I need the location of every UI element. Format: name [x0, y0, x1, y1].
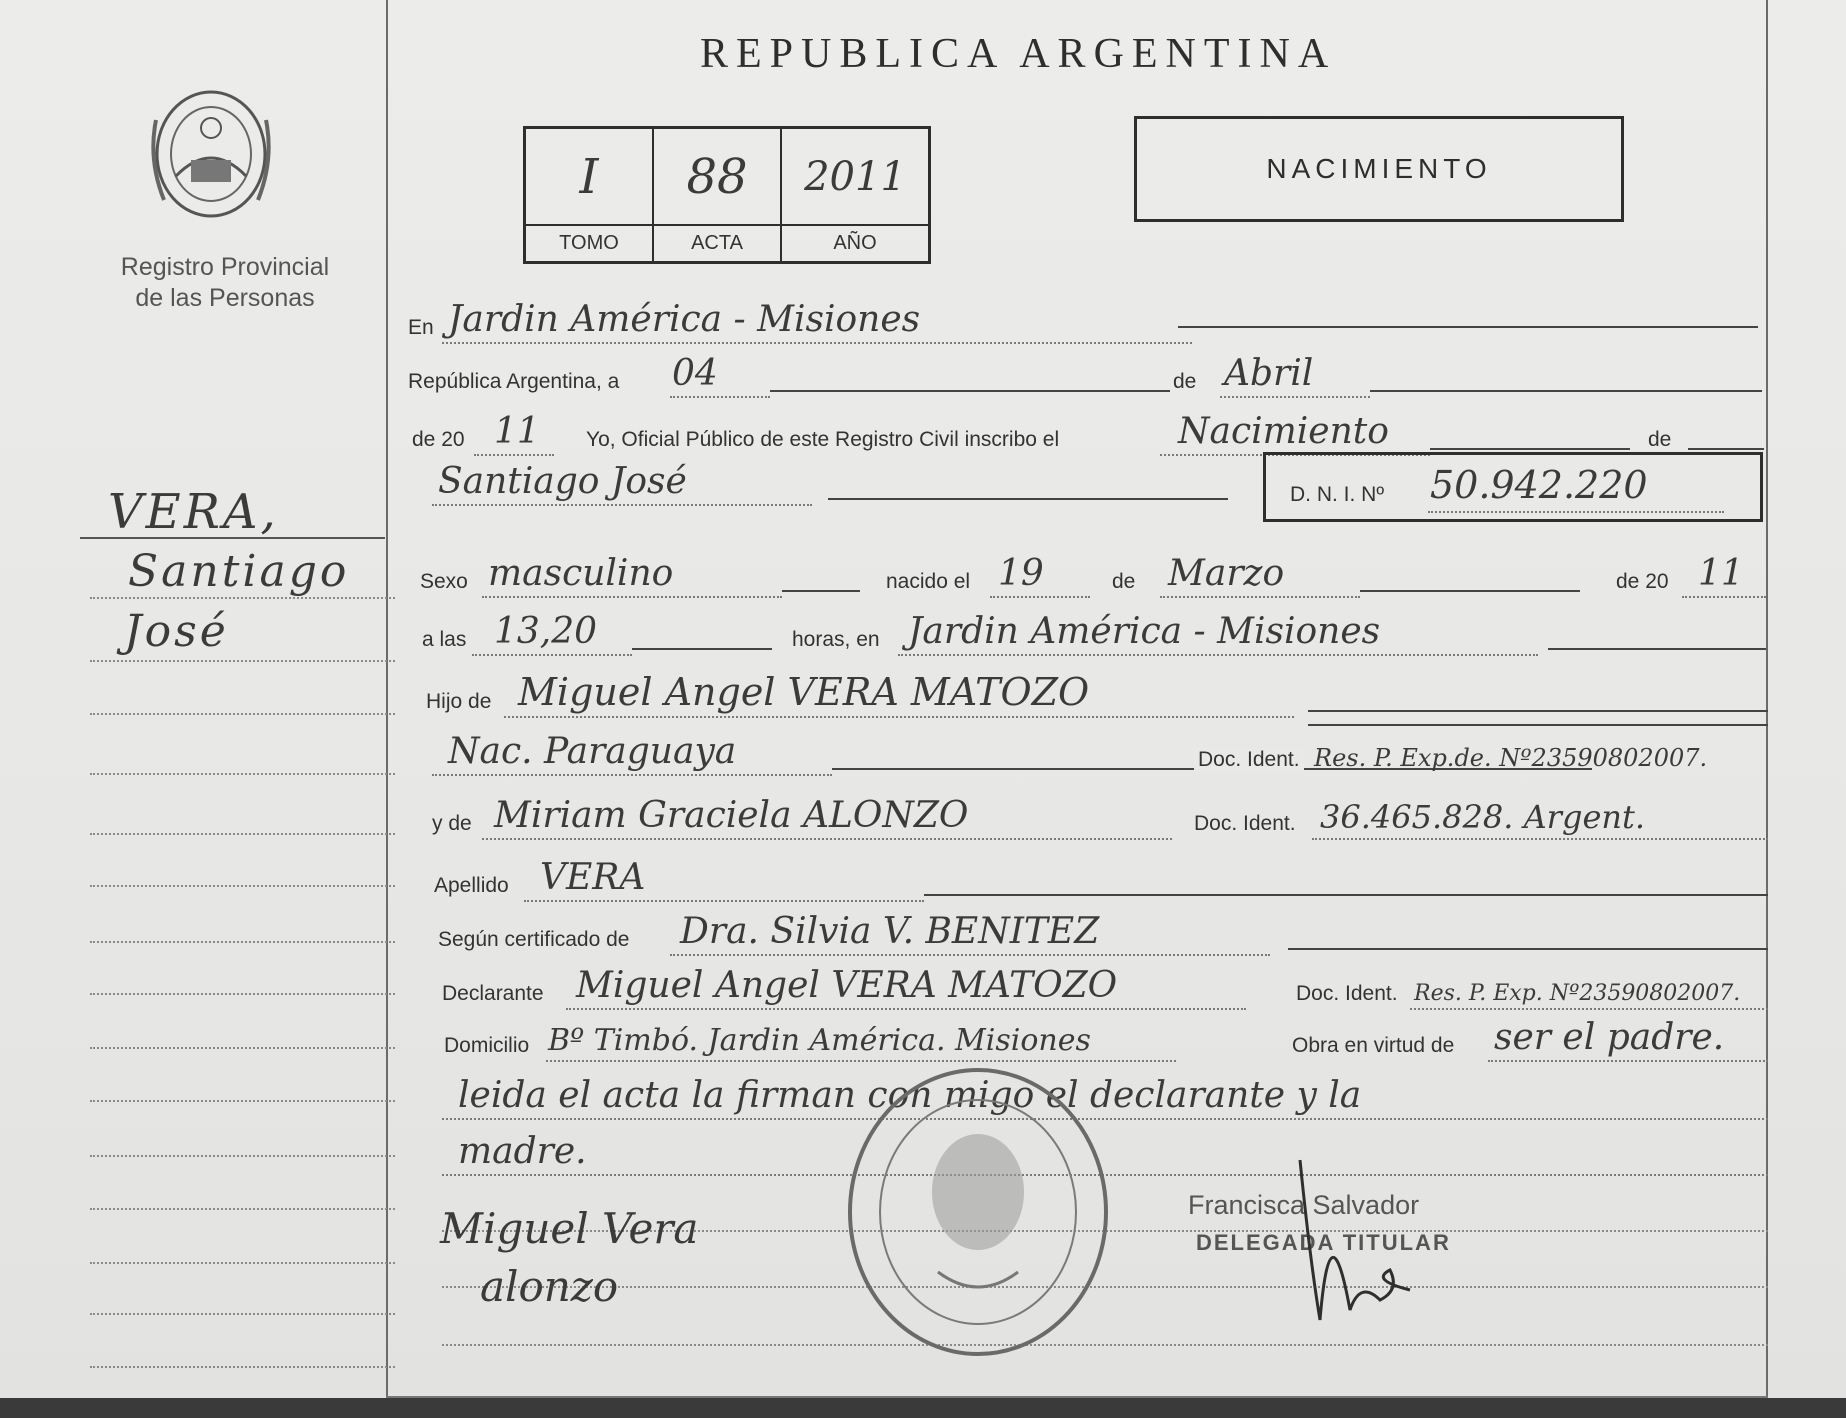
margin-dotted-line [90, 1313, 395, 1315]
margin-dotted-line [90, 713, 395, 715]
month-underline [1370, 390, 1762, 392]
date-label: República Argentina, a [408, 370, 620, 393]
document-type-box: NACIMIENTO [1134, 116, 1624, 222]
official-stamp-icon [838, 1062, 1118, 1362]
mother-doc-value: 36.465.828. Argent. [1320, 798, 1646, 836]
obra-label: Obra en virtud de [1292, 1034, 1455, 1057]
dni-label: D. N. I. Nº [1290, 483, 1385, 506]
dni-value: 50.942.220 [1430, 463, 1648, 507]
born-de-label: de [1112, 570, 1136, 593]
place-row [408, 294, 1766, 344]
margin-dotted-line [90, 833, 395, 835]
father-label: Hijo de [426, 690, 492, 713]
official-title: DELEGADA TITULAR [1196, 1230, 1451, 1255]
time-underline [632, 648, 772, 650]
address-value: Bº Timbó. Jardin América. Misiones [548, 1023, 1091, 1058]
official-signature-icon [1280, 1140, 1420, 1330]
year-row [408, 406, 1766, 456]
left-signature-line2: alonzo [480, 1262, 619, 1311]
page-title: REPUBLICA ARGENTINA [700, 31, 1337, 77]
anio-value: 2011 [804, 153, 906, 200]
father-name-value: Miguel Angel VERA MATOZO [518, 670, 1090, 714]
surname-value: VERA [540, 857, 646, 898]
margin-dotted-line [90, 1262, 395, 1264]
place-label: En [408, 316, 434, 339]
surname-underline [924, 894, 1768, 896]
certificate-label: Según certificado de [438, 928, 630, 951]
day-value: 04 [672, 353, 718, 394]
certificate-value: Dra. Silvia V. BENITEZ [680, 911, 1100, 952]
margin-name-line1: VERA, [108, 484, 279, 540]
mother-doc-label: Doc. Ident. [1194, 812, 1296, 835]
margin-dotted-line [90, 1155, 395, 1157]
birth-place-underline [1548, 648, 1766, 650]
acta-label: ACTA [654, 224, 782, 261]
sex-value: masculino [488, 553, 674, 594]
registry-label-line2: de las Personas [135, 284, 315, 312]
left-column-rule [386, 0, 388, 1398]
margin-name-line2: Santiago [128, 546, 350, 597]
father-nationality-value: Nac. Paraguaya [448, 731, 737, 772]
address-row [408, 1012, 1766, 1062]
born-year-prefix: de 20 [1616, 570, 1669, 593]
father-doc-label: Doc. Ident. [1194, 748, 1304, 772]
mother-label: y de [432, 812, 472, 835]
born-month-underline [1360, 590, 1580, 592]
margin-dotted-line [90, 993, 395, 995]
declarant-doc-value: Res. P. Exp. Nº23590802007. [1414, 981, 1741, 1006]
certificate-row [408, 906, 1766, 956]
declarant-name-value: Miguel Angel VERA MATOZO [576, 965, 1118, 1006]
date-row [408, 348, 1766, 398]
margin-dotted-line [90, 885, 395, 887]
margin-dotted-line [90, 773, 395, 775]
right-border-rule [1766, 0, 1768, 1398]
event-value: Nacimiento [1178, 411, 1389, 452]
anio-label: AÑO [782, 224, 928, 261]
address-label: Domicilio [444, 1034, 530, 1057]
margin-dotted-line [90, 1366, 395, 1368]
time-label: a las [422, 628, 467, 651]
left-signature [440, 1200, 698, 1316]
sex-underline [782, 590, 860, 592]
event-de-underline [1688, 448, 1764, 450]
margin-name-rule [80, 537, 385, 539]
mother-name-value: Miriam Graciela ALONZO [494, 795, 969, 836]
father-underline [1308, 710, 1768, 712]
margin-dotted-line [90, 1100, 395, 1102]
time-row [408, 606, 1766, 656]
father-row [408, 668, 1766, 718]
time-value: 13,20 [494, 611, 598, 652]
day-underline [770, 390, 1170, 392]
name-underline [828, 498, 1228, 500]
declarant-label: Declarante [442, 982, 544, 1005]
obra-value: ser el padre. [1494, 1017, 1725, 1058]
year-value: 11 [494, 411, 540, 452]
father-doc-row [408, 726, 1766, 776]
tomo-value: I [526, 129, 654, 224]
tomo-label: TOMO [526, 224, 654, 261]
acta-value: 88 [654, 129, 782, 224]
declarant-doc-label: Doc. Ident. [1296, 982, 1398, 1005]
margin-dotted-line [90, 597, 395, 599]
registry-label-line1: Registro Provincial [120, 253, 330, 281]
registry-number-table [523, 126, 931, 264]
place-value: Jardin América - Misiones [448, 299, 921, 340]
margin-dotted-line [90, 660, 395, 662]
margin-dotted-line [90, 1208, 395, 1210]
margin-dotted-line [90, 941, 395, 943]
surname-label: Apellido [434, 874, 509, 897]
provincial-seal-icon [146, 80, 276, 228]
born-year-value: 11 [1698, 553, 1744, 594]
mother-row [408, 790, 1766, 840]
closing-text-2: madre. [458, 1131, 587, 1172]
closing-text-1: leida el acta la firman con migo el declarante y la [458, 1075, 1362, 1116]
surname-row [408, 852, 1766, 902]
year-prefix-label: de 20 [412, 428, 465, 451]
sex-row [408, 548, 1766, 598]
hours-label: horas, en [792, 628, 880, 651]
dni-box [1263, 452, 1763, 522]
margin-name-line3: José [124, 606, 229, 657]
child-name-value: Santiago José [438, 461, 687, 502]
inscription-text: Yo, Oficial Público de este Registro Civil inscribo el [586, 428, 1060, 451]
official-name: Francisca Salvador [1188, 1190, 1420, 1220]
father-doc-value: Res. P. Exp.de. Nº23590802007. [1314, 744, 1708, 772]
event-de-label: de [1648, 428, 1672, 451]
born-label: nacido el [886, 570, 971, 593]
scan-bottom-edge [0, 1398, 1846, 1418]
birth-place-value: Jardin América - Misiones [908, 611, 1381, 652]
declarant-row [408, 960, 1766, 1010]
born-day-value: 19 [998, 553, 1044, 594]
month-value: Abril [1224, 353, 1314, 394]
born-month-value: Marzo [1168, 553, 1285, 594]
certificate-underline [1288, 948, 1768, 950]
left-signature-line1: Miguel Vera [440, 1204, 699, 1253]
place-underline [1178, 326, 1758, 328]
margin-dotted-line [90, 1047, 395, 1049]
month-de-label: de [1173, 370, 1197, 393]
event-underline [1430, 448, 1630, 450]
sex-label: Sexo [420, 570, 468, 593]
registry-label [90, 252, 360, 314]
